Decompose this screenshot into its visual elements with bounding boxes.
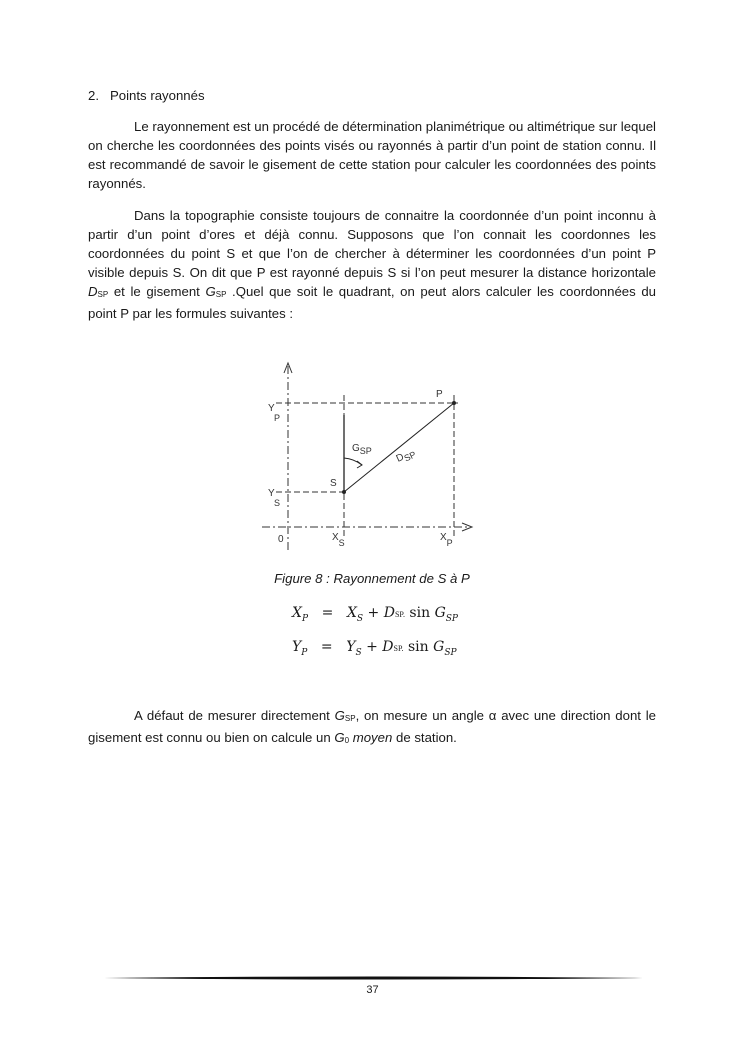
label-xp: XP [440,532,453,548]
paragraph-3-text: A défaut de mesurer directement $G_{SP}$, on mesure un angle α avec une direction dont le gisement est connu ou bien on calcule un $G_0$ moyen de station. [88,708,656,745]
label-xs: XS [332,532,345,548]
label-gsp: GSP [352,443,372,456]
label-s: S [330,478,337,489]
section-heading [88,88,205,103]
label-yp: YP [268,403,281,423]
g-sp-symbol: $G_{SP}$ [205,284,227,299]
rayonnement-figure [258,355,483,555]
section-number: 2. [88,88,99,103]
figure-caption: Figure 8 : Rayonnement de S à P [274,571,470,586]
paragraph-2-text: Dans la topographie consiste toujours de connaitre la coordonnée d’un point inconnu à partir d’un point d’ores et déjà connu. Supposons que l’on connait les coordonnes les coordonnées du point S et que l’on de chercher à déterminer les coordonnées d’un point P visible depuis S. On dit que P est rayonné depuis S si l’on peut mesurer la distance horizontale $D_{SP}$ et le gisement $G_{SP}$ .Quel que soit le quadrant, on peut alors calculer les coordonnées du point P par les formules suivantes : [88,208,656,321]
page-number: 37 [366,984,379,996]
label-dsp: DSP [394,449,418,465]
d-sp-symbol: $D_{SP}$ [88,284,109,299]
gisement-arc-arrow [357,461,362,468]
paragraph-3 [88,706,656,750]
label-ys: YS [268,488,281,508]
formula-xp: $X_P = X_S$ + DSP. $\sin G_{SP}$ [292,605,458,624]
formula-yp: $Y_P = Y_S$ + DSP. $\sin G_{SP}$ [292,639,457,658]
paragraph-2 [88,206,656,323]
g0-moyen: $G_0$ moyen [334,730,393,745]
gisement-arc [344,458,362,465]
paragraph-1 [88,117,656,193]
section-title: Points rayonnés [110,88,205,103]
point-s-marker [342,490,346,494]
point-p-marker [452,401,456,405]
paragraph-1-text: Le rayonnement est un procédé de détermination planimétrique ou altimétrique sur lequel on cherche les coordonnées des points visés ou rayonnés à partir d’un point de station connu. Il est recommandé de savoir le gisement de cette station pour calculer les coordonnées des points rayonnés. [88,119,656,191]
footer-rule [104,975,643,981]
label-origin: 0 [278,534,284,545]
g-sp-symbol-2: $G_{SP}$ [334,708,356,723]
label-p: P [436,389,443,400]
